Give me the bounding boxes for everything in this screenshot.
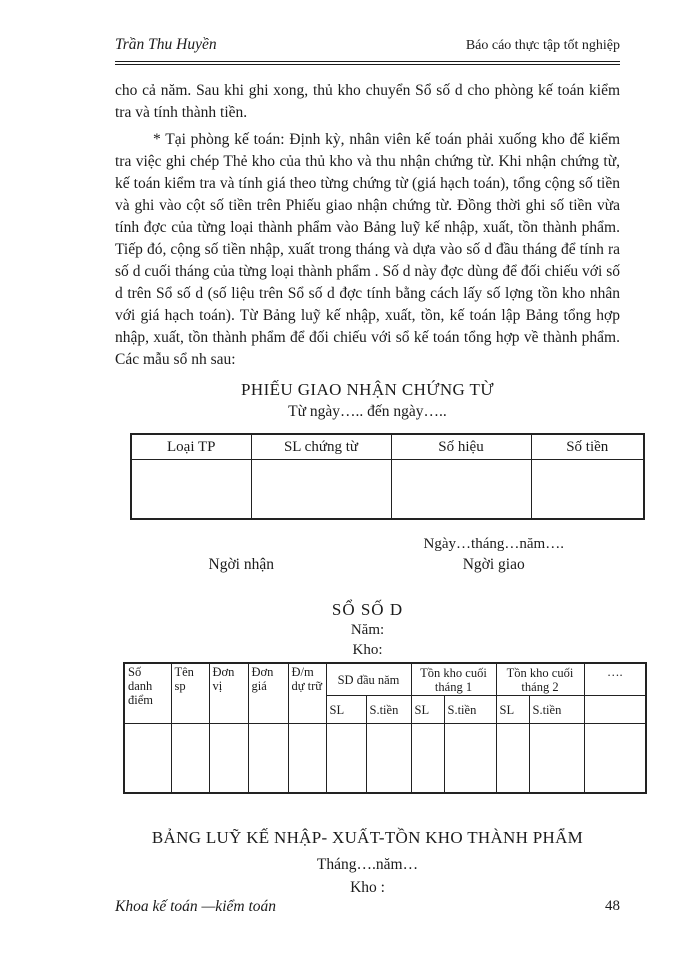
empty-cell <box>444 724 496 794</box>
column-header-ten-sp: Tên sp <box>171 663 209 724</box>
paragraph-1: cho cả năm. Sau khi ghi xong, thủ kho chuyển Sổ số d cho phòng kế toán kiểm tra và tính thành tiền. <box>115 82 620 121</box>
signature-date-spacer <box>115 536 368 553</box>
empty-cell <box>251 460 391 520</box>
empty-cell <box>124 724 171 794</box>
page-number: 48 <box>605 898 620 914</box>
empty-cell <box>496 724 529 794</box>
subcolumn-header-stien-2: S.tiền <box>444 696 496 724</box>
column-header-don-gia: Đơn giá <box>248 663 288 724</box>
subcolumn-header-stien-3: S.tiền <box>529 696 584 724</box>
sodu-year-label: Năm: <box>350 622 385 638</box>
date-line: Ngày…tháng…năm…. <box>423 536 564 552</box>
bang-title: BẢNG LUỸ KẾ NHẬP- XUẤT-TỒN KHO THÀNH PHẨM <box>151 828 584 847</box>
sodu-warehouse-label: Kho: <box>352 642 383 658</box>
column-header-dm-du-tru: Đ/m dự trữ <box>288 663 326 724</box>
phieu-table-empty-row <box>131 460 644 520</box>
sodu-title: SỔ SỐ D <box>331 600 404 619</box>
group-header-ton-kho-thang-2: Tồn kho cuối tháng 2 <box>496 663 584 696</box>
empty-cell <box>171 724 209 794</box>
subcolumn-header-sl-1: SL <box>326 696 366 724</box>
empty-cell <box>529 724 584 794</box>
subcolumn-header-sl-3: SL <box>496 696 529 724</box>
column-header-so-hieu: Số hiệu <box>391 434 531 460</box>
empty-cell <box>366 724 411 794</box>
sodu-table-empty-row <box>124 724 646 794</box>
empty-cell <box>131 460 251 520</box>
sodu-table <box>123 662 647 794</box>
empty-cell <box>288 724 326 794</box>
empty-cell <box>248 724 288 794</box>
column-header-dots: …. <box>584 663 646 696</box>
empty-cell <box>326 724 366 794</box>
signature-names-row <box>115 556 620 574</box>
column-header-sl-chung-tu: SL chứng từ <box>251 434 391 460</box>
header-report-title: Báo cáo thực tập tốt nghiệp <box>465 38 620 53</box>
column-header-so-tien: Số tiền <box>531 434 644 460</box>
column-header-don-vi: Đơn vị <box>209 663 248 724</box>
signer-giver: Ngời giao <box>462 556 525 573</box>
empty-cell <box>584 724 646 794</box>
empty-cell <box>531 460 644 520</box>
group-header-sd-dau-nam: SD đầu năm <box>326 663 411 696</box>
phieu-table <box>130 433 645 520</box>
bang-subtitle: Tháng….năm… <box>316 856 419 873</box>
phieu-table-header-row <box>131 434 644 460</box>
empty-cell <box>209 724 248 794</box>
page-content <box>115 0 623 897</box>
phieu-subtitle: Từ ngày….. đến ngày….. <box>288 403 447 420</box>
empty-cell <box>391 460 531 520</box>
column-header-so-danh-diem: Số danh điểm <box>124 663 171 724</box>
signer-receiver: Ngời nhận <box>208 556 274 573</box>
paragraph-2: * Tại phòng kế toán: Định kỳ, nhân viên kế toán phải xuống kho để kiểm tra việc ghi chép Thẻ kho của thủ kho và thu nhận chứng từ. Khi nhận chứng từ, kế toán kiểm tra và tính giá theo từng chứng từ (giá hạch toán), tổng cộng số tiền và ghi vào cột số tiền trên Phiếu giao nhận chứng từ. Đồng thời ghi số tiền vừa tính đợc của từng loại thành phẩm vào Bảng luỹ kế nhập, xuất, tồn thành phẩm. Tiếp đó, cộng số tiền nhập, xuất trong tháng và dựa vào số d đầu tháng để tính ra số d cuối tháng của từng loại thành phẩm . Số d này đợc dùng để đối chiếu với số d trên Sổ số d (số liệu trên Sổ số d đợc tính bằng cách lấy số lợng tồn kho nhân với giá hạch toán). Từ Bảng luỹ kế nhập, xuất, tồn, kế toán lập Bảng tổng hợp nhập, xuất, tồn thành phẩm để đối chiếu với sổ kế toán tổng hợp về thành phẩm. Các mẫu sổ nh sau: <box>115 131 620 368</box>
sodu-header-row-1 <box>124 663 646 696</box>
running-header <box>115 0 620 65</box>
page-footer <box>115 898 620 916</box>
bang-warehouse-label: Kho : <box>350 879 385 896</box>
subcolumn-header-stien-1: S.tiền <box>366 696 411 724</box>
empty-cell <box>584 696 646 724</box>
column-header-loai-tp: Loại TP <box>131 434 251 460</box>
header-author: Trần Thu Huyền <box>115 36 217 53</box>
signature-date-row <box>115 536 620 553</box>
group-header-ton-kho-thang-1: Tồn kho cuối tháng 1 <box>411 663 496 696</box>
subcolumn-header-sl-2: SL <box>411 696 444 724</box>
empty-cell <box>411 724 444 794</box>
phieu-title: PHIẾU GIAO NHẬN CHỨNG TỪ <box>241 380 494 399</box>
footer-department: Khoa kế toán —kiểm toán <box>115 898 277 915</box>
